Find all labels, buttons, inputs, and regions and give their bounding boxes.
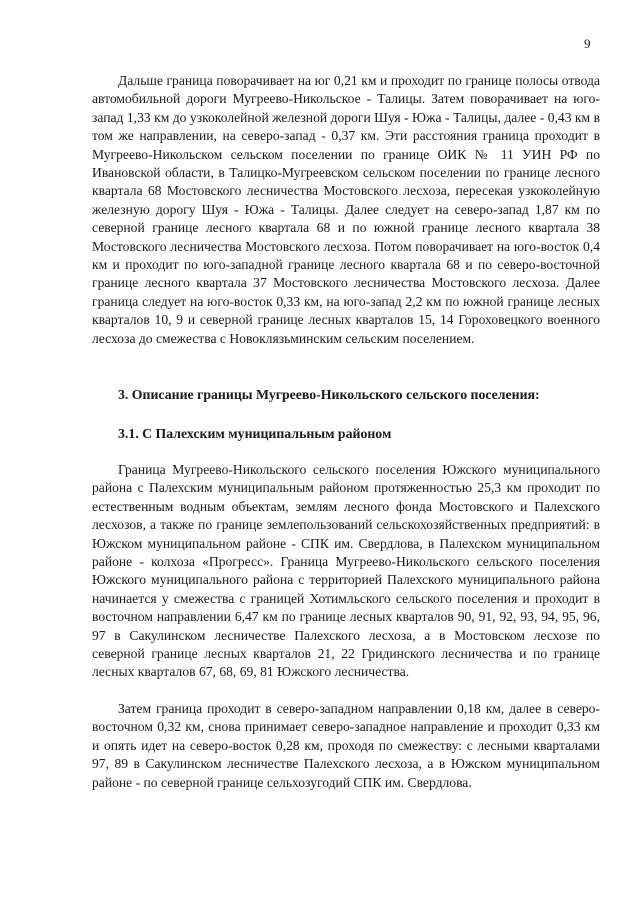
page-number: 9 [584, 36, 591, 51]
subsection-heading-3-1: 3.1. С Палехским муниципальным районом [118, 426, 392, 441]
paragraph-boundary-turns: Затем граница проходит в северо-западном направлении 0,18 км, далее в северо-восточном 0,32 км, снова принимает северо-западное направление и проходит 0,33 км и опять идет на северо-восток 0,28 км, проходя по смежеству: с лесными кварталами 97, 89 в Сакулинском лесничестве Палехского лесхоза, а в Южском муниципальном районе - по северной границе сельхозугодий СПК им. Свердлова. [92, 701, 600, 790]
paragraph-boundary-continuation: Дальше граница поворачивает на юг 0,21 км и проходит по границе полосы отвода автомобильной дороги Мугреево-Никольское - Талицы. Затем поворачивает на юго-запад 1,33 км до узкоколейной железной дороги Шуя - Южа - Талицы, далее - 0,43 км в том же направлении, на северо-запад - 0,37 км. Эти расстояния граница проходит в Мугреево-Никольском сельском поселении по границе ОИК № 11 УИН РФ по Ивановской области, в Талицко-Мугреевском сельском поселении по границе лесного квартала 68 Мостовского лесничества Мостовского лесхоза, пересекая узкоколейную железную дорогу Шуя - Южа - Талицы. Далее следует на северо-запад 1,87 км по северной границе лесного квартала 68 и по южной границе лесного квартала 38 Мостовского лесничества Мостовского лесхоза. Потом поворачивает на юго-восток 0,4 км и проходит по юго-западной границе лесного квартала 68 и по северо-восточной границе лесного квартала 37 Мостовского лесничества Мостовского лесхоза. Далее граница следует на юго-восток 0,33 км, на юго-запад 2,2 км по южной границе лесных кварталов 10, 9 и северной границе лесных кварталов 15, 14 Гороховецкого военного лесхоза до смежества с Новоклязьминским сельским поселением. [92, 73, 600, 346]
section-heading-3: 3. Описание границы Мугреево-Никольского сельского поселения: [118, 387, 540, 402]
paragraph-palekh-boundary: Граница Мугреево-Никольского сельского поселения Южского муниципального района с Палехским муниципальным районом протяженностью 25,3 км проходит по естественным водным объектам, землям лесного фонда Мостовского и Палехского лесхозов, а также по границе землепользований сельскохозяйственных предприятий: в Южском муниципальном районе - СПК им. Свердлова, в Палехском муниципальном районе - колхоза «Прогресс». Граница Мугреево-Никольского сельского поселения Южского муниципального района с территорией Палехского муниципального района начинается у смежества с границей Хотимльского сельского поселения и проходит в восточном направлении 6,47 км по границе лесных кварталов 90, 91, 92, 93, 94, 95, 96, 97 в Сакулинском лесничестве Палехского лесхоза, а в Мостовском лесхозе по северной границе лесных кварталов 21, 22 Гридинского лесничества и по границе лесных кварталов 67, 68, 69, 81 Южского лесничества. [92, 462, 600, 680]
